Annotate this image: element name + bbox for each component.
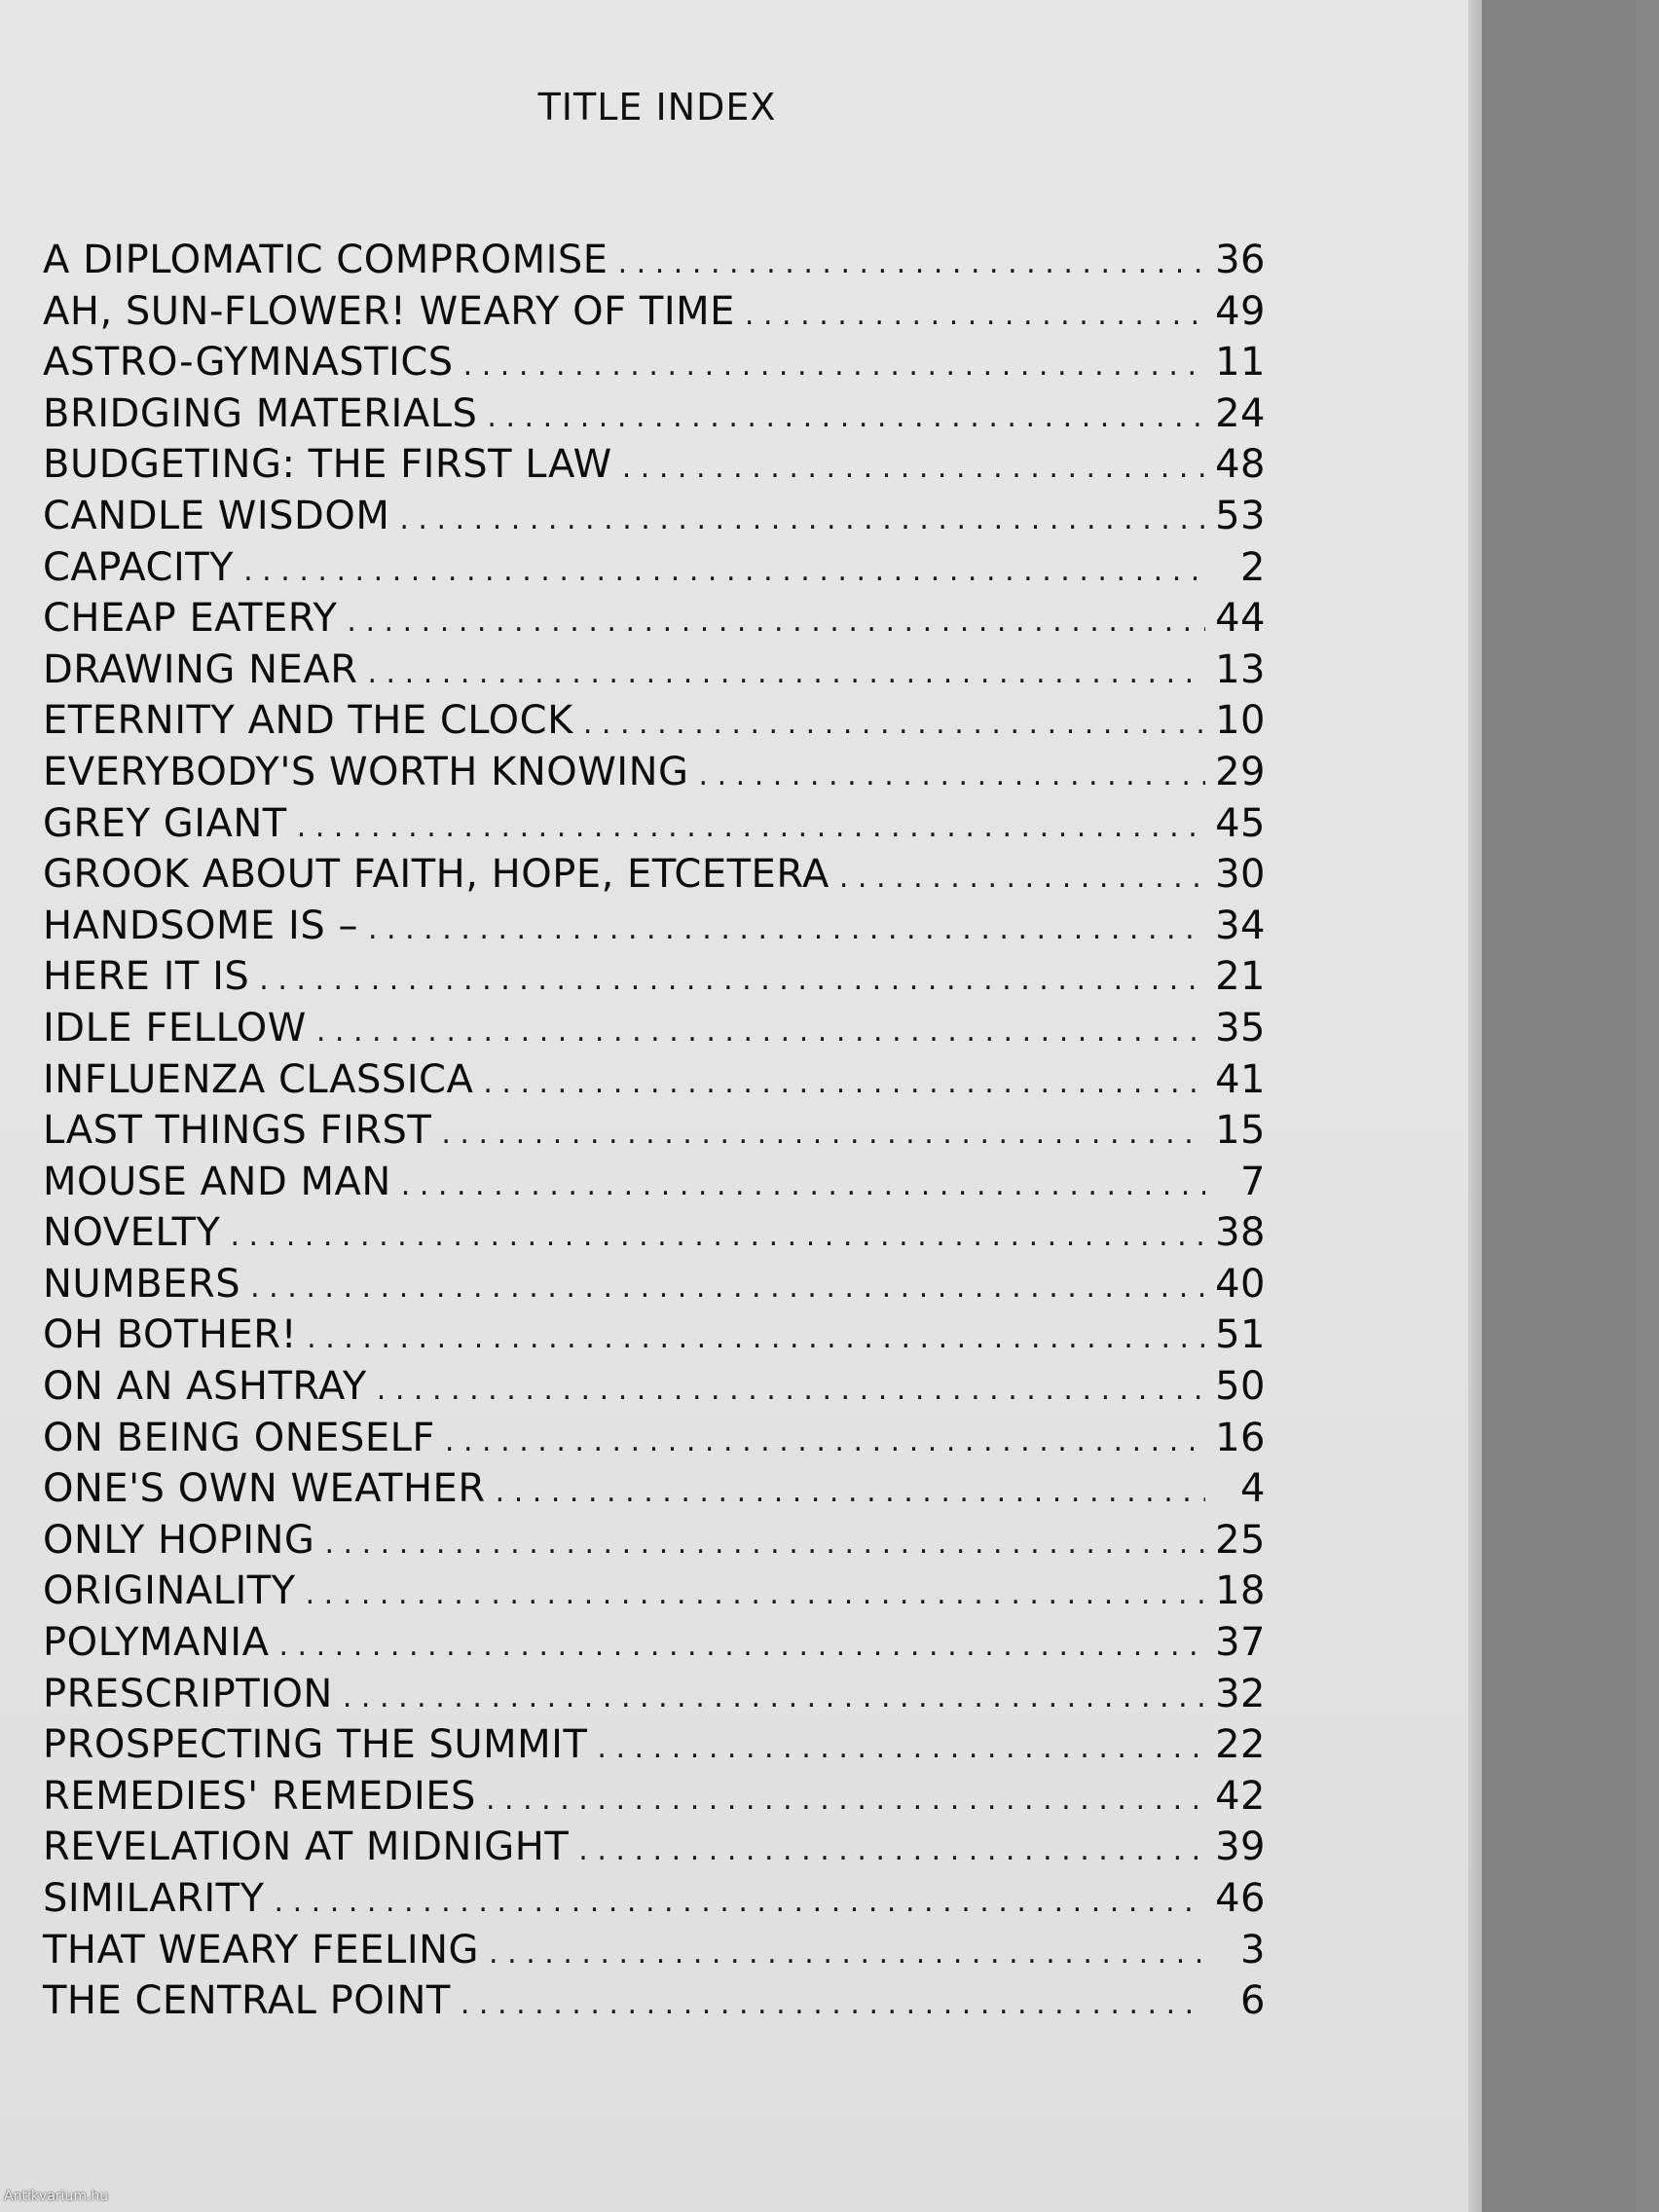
entry-page-number: 3 — [1240, 1927, 1266, 1972]
entry-title: NOVELTY — [43, 1210, 221, 1256]
index-entry — [43, 1825, 1266, 1876]
entry-title: PROSPECTING THE SUMMIT — [43, 1722, 588, 1768]
dot-leader — [745, 298, 1205, 332]
dot-leader — [230, 1219, 1205, 1253]
index-entry — [43, 1568, 1266, 1620]
dot-leader — [441, 1117, 1205, 1151]
dot-leader — [275, 1885, 1205, 1919]
index-entry — [43, 1262, 1266, 1313]
entry-page-number: 35 — [1215, 1005, 1266, 1051]
entry-page-number: 29 — [1215, 749, 1266, 794]
entry-title: AH, SUN-FLOWER! WEARY OF TIME — [43, 288, 735, 334]
entry-page-number: 22 — [1215, 1722, 1266, 1768]
entry-title: DRAWING NEAR — [43, 646, 358, 692]
entry-title: BUDGETING: THE FIRST LAW — [43, 442, 612, 488]
entry-page-number: 48 — [1215, 442, 1266, 488]
index-entry — [43, 1672, 1266, 1723]
entry-page-number: 50 — [1215, 1364, 1266, 1410]
dot-leader — [622, 451, 1205, 485]
index-entry — [43, 750, 1266, 801]
dot-leader — [401, 1168, 1205, 1202]
entry-title: A DIPLOMATIC COMPROMISE — [43, 238, 608, 282]
entry-page-number: 46 — [1215, 1876, 1266, 1921]
dot-leader — [343, 1680, 1205, 1714]
dot-leader — [618, 246, 1205, 280]
index-entry — [43, 801, 1266, 853]
dot-leader — [578, 1833, 1205, 1867]
dot-leader — [461, 1987, 1205, 2021]
dot-leader — [399, 502, 1205, 536]
index-entry — [43, 1722, 1266, 1774]
entry-page-number: 45 — [1215, 800, 1266, 846]
index-entry — [43, 1876, 1266, 1928]
entry-title: MOUSE AND MAN — [43, 1159, 391, 1204]
dot-leader — [487, 400, 1205, 434]
index-entry — [43, 1978, 1266, 2030]
index-entry — [43, 1108, 1266, 1160]
index-entry — [43, 1620, 1266, 1672]
dot-leader — [250, 1271, 1205, 1305]
index-entry — [43, 596, 1266, 647]
entry-page-number: 21 — [1215, 954, 1266, 1000]
entry-title: GREY GIANT — [43, 800, 287, 846]
index-entry — [43, 954, 1266, 1006]
entry-title: REVELATION AT MIDNIGHT — [43, 1825, 570, 1870]
dot-leader — [489, 1936, 1205, 1971]
index-entry — [43, 1364, 1266, 1416]
entry-page-number: 15 — [1215, 1108, 1266, 1154]
entry-page-number: 38 — [1215, 1210, 1266, 1256]
index-entry — [43, 442, 1266, 494]
watermark: Antikvarium.hu — [4, 2189, 109, 2204]
dot-leader — [463, 349, 1205, 383]
entry-title: ORIGINALITY — [43, 1568, 296, 1614]
entry-title: INFLUENZA CLASSICA — [43, 1056, 474, 1102]
index-entry — [43, 1774, 1266, 1825]
entry-title: CHEAP EATERY — [43, 596, 338, 642]
entry-title: IDLE FELLOW — [43, 1005, 307, 1051]
entry-page-number: 2 — [1240, 544, 1266, 590]
entry-page-number: 49 — [1215, 288, 1266, 334]
dot-leader — [278, 1629, 1205, 1663]
entry-page-number: 16 — [1215, 1415, 1266, 1460]
entry-title: ETERNITY AND THE CLOCK — [43, 698, 573, 744]
entry-page-number: 39 — [1215, 1825, 1266, 1870]
index-entry — [43, 1057, 1266, 1109]
entry-page-number: 11 — [1215, 340, 1266, 386]
index-entry — [43, 545, 1266, 597]
index-entry — [43, 1518, 1266, 1569]
entry-page-number: 53 — [1215, 493, 1266, 538]
index-entry — [43, 1466, 1266, 1518]
dot-leader — [839, 861, 1205, 895]
entry-title: BRIDGING MATERIALS — [43, 390, 478, 436]
dot-leader — [243, 554, 1205, 588]
index-entry — [43, 238, 1266, 289]
entry-title: ONLY HOPING — [43, 1517, 315, 1563]
index-entry — [43, 903, 1266, 955]
dot-leader — [486, 1783, 1205, 1817]
entry-page-number: 44 — [1215, 596, 1266, 642]
entry-title: HERE IT IS — [43, 954, 250, 1000]
entry-page-number: 51 — [1215, 1312, 1266, 1358]
entry-page-number: 30 — [1215, 852, 1266, 898]
entry-title: SIMILARITY — [43, 1876, 265, 1921]
dot-leader — [306, 1577, 1205, 1611]
index-entry — [43, 698, 1266, 750]
entry-title: ON BEING ONESELF — [43, 1415, 435, 1460]
dot-leader — [347, 605, 1205, 639]
entry-page-number: 6 — [1240, 1978, 1266, 2024]
entry-title: CANDLE WISDOM — [43, 493, 390, 538]
index-entry — [43, 494, 1266, 545]
entry-page-number: 7 — [1240, 1159, 1266, 1204]
entry-page-number: 36 — [1215, 238, 1266, 282]
index-entry — [43, 1312, 1266, 1364]
entry-page-number: 13 — [1215, 646, 1266, 692]
entry-page-number: 18 — [1215, 1568, 1266, 1614]
entry-page-number: 42 — [1215, 1773, 1266, 1819]
page-edge — [1468, 0, 1482, 2212]
entry-title: NUMBERS — [43, 1261, 241, 1307]
index-entry — [43, 340, 1266, 391]
index-entry — [43, 289, 1266, 341]
entry-title: REMEDIES' REMEDIES — [43, 1773, 476, 1819]
entry-page-number: 37 — [1215, 1620, 1266, 1666]
entry-page-number: 24 — [1215, 390, 1266, 436]
index-entry — [43, 1006, 1266, 1057]
entry-title: POLYMANIA — [43, 1620, 270, 1666]
entry-title: OH BOTHER! — [43, 1312, 298, 1358]
entry-page-number: 25 — [1215, 1517, 1266, 1563]
dot-leader — [597, 1731, 1205, 1765]
dot-leader — [316, 1014, 1205, 1049]
dot-leader — [699, 758, 1206, 793]
dot-leader — [307, 1321, 1205, 1355]
dot-leader — [496, 1475, 1205, 1509]
entry-title: EVERYBODY'S WORTH KNOWING — [43, 749, 689, 794]
index-entry — [43, 852, 1266, 903]
entry-title: ON AN ASHTRAY — [43, 1364, 367, 1410]
entry-title: ASTRO-GYMNASTICS — [43, 340, 454, 386]
entry-title: THAT WEARY FEELING — [43, 1927, 480, 1972]
dot-leader — [377, 1373, 1205, 1407]
entry-title: HANDSOME IS – — [43, 903, 358, 948]
entry-page-number: 40 — [1215, 1261, 1266, 1307]
page-title: TITLE INDEX — [537, 86, 777, 129]
entry-title: THE CENTRAL POINT — [43, 1978, 451, 2024]
index-entry — [43, 1928, 1266, 1979]
dot-leader — [583, 707, 1205, 741]
dot-leader — [297, 810, 1205, 844]
entry-page-number: 41 — [1215, 1056, 1266, 1102]
entry-page-number: 34 — [1215, 903, 1266, 948]
entry-title: GROOK ABOUT FAITH, HOPE, ETCETERA — [43, 852, 830, 898]
index-list — [43, 238, 1266, 2030]
index-entry — [43, 1160, 1266, 1211]
entry-title: PRESCRIPTION — [43, 1671, 333, 1716]
dot-leader — [259, 963, 1205, 997]
entry-title: CAPACITY — [43, 544, 235, 590]
entry-page-number: 4 — [1240, 1466, 1266, 1512]
index-entry — [43, 647, 1266, 699]
entry-page-number: 10 — [1215, 698, 1266, 744]
dot-leader — [367, 656, 1205, 690]
dot-leader — [324, 1527, 1205, 1561]
index-entry — [43, 1416, 1266, 1467]
index-entry — [43, 1210, 1266, 1262]
dot-leader — [368, 912, 1205, 946]
entry-title: ONE'S OWN WEATHER — [43, 1466, 486, 1512]
entry-page-number: 32 — [1215, 1671, 1266, 1716]
dot-leader — [483, 1066, 1205, 1100]
index-entry — [43, 391, 1266, 443]
dot-leader — [445, 1424, 1205, 1458]
entry-title: LAST THINGS FIRST — [43, 1108, 432, 1154]
